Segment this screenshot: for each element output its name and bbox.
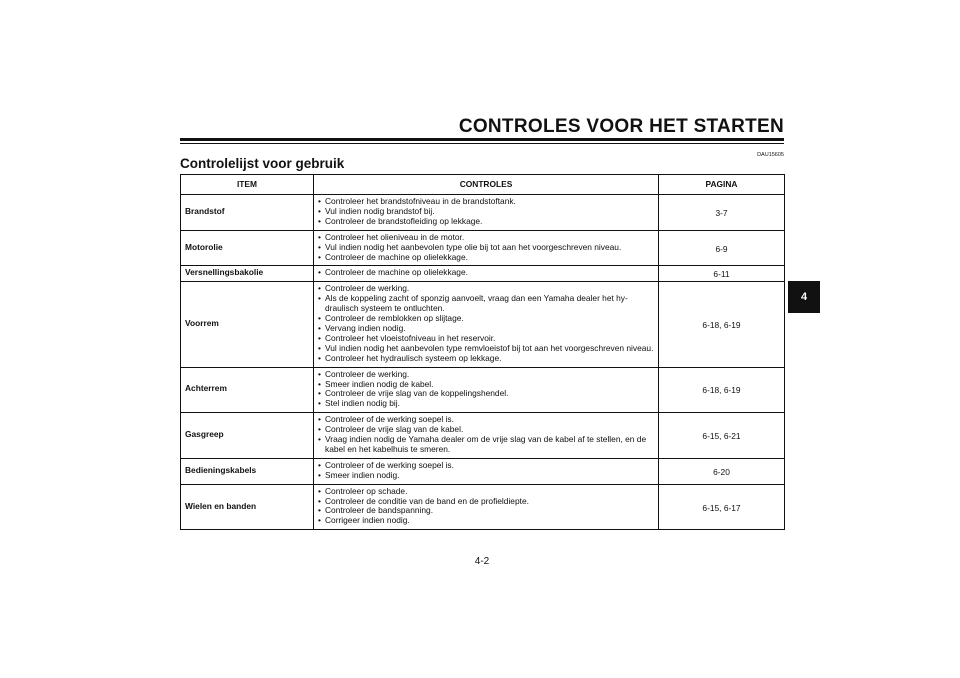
checklist-body [181, 195, 785, 530]
table-row [181, 367, 785, 413]
row-page-ref: 6-15, 6-17 [702, 502, 741, 513]
checks-list [318, 415, 654, 455]
row-checks-cell [314, 230, 659, 266]
check-item: • Controleer de brandstofleiding op lekkage. [318, 217, 654, 227]
check-item: • Corrigeer indien nodig. [318, 516, 654, 526]
checks-list [318, 268, 654, 278]
row-checks-cell [314, 484, 659, 530]
row-page-ref: 6-9 [715, 243, 728, 254]
table-row [181, 484, 785, 530]
row-page-ref-cell [659, 367, 785, 413]
document-code: DAU15605 [757, 152, 784, 158]
check-item: • Controleer de machine op olielekkage. [318, 268, 654, 278]
row-checks-cell [314, 266, 659, 282]
row-item-name: Motorolie [181, 230, 314, 266]
page-number: 4-2 [474, 556, 490, 567]
column-header-controles: CONTROLES [314, 175, 659, 195]
checks-list [318, 370, 654, 410]
check-item: • Vul indien nodig brandstof bij. [318, 207, 654, 217]
row-checks-cell [314, 282, 659, 367]
row-page-ref-cell [659, 266, 785, 282]
check-item: • Controleer de vrije slag van de koppelingshendel. [318, 389, 654, 399]
row-page-ref-cell [659, 195, 785, 231]
check-item: • Controleer de conditie van de band en de profieldiepte. [318, 497, 654, 507]
row-item-name: Achterrem [181, 367, 314, 413]
check-item: • Smeer indien nodig. [318, 471, 654, 481]
row-page-ref: 6-15, 6-21 [702, 431, 741, 442]
check-item: • Controleer het olieniveau in de motor. [318, 233, 654, 243]
row-item-name: Brandstof [181, 195, 314, 231]
check-item: • Vul indien nodig het aanbevolen type remvloeistof bij tot aan het voorgeschreven niveau. [318, 344, 654, 354]
check-item: • Controleer de machine op olielekkage. [318, 253, 654, 263]
checks-list [318, 197, 654, 227]
header-rule-thin [180, 143, 784, 144]
table-row [181, 458, 785, 484]
check-item: • Controleer de werking. [318, 370, 654, 380]
row-checks-cell [314, 413, 659, 459]
section-title: Controlelijst voor gebruik [180, 156, 345, 171]
row-item-name: Voorrem [181, 282, 314, 367]
checks-list [318, 461, 654, 481]
check-item: • Vraag indien nodig de Yamaha dealer om de vrije slag van de kabel af te stellen, en de kabel en het kabelhuis te smeren. [318, 435, 654, 455]
row-item-name: Wielen en banden [181, 484, 314, 530]
check-item: • Controleer het brandstofniveau in de brandstoftank. [318, 197, 654, 207]
checks-list [318, 233, 654, 263]
check-item: • Controleer op schade. [318, 487, 654, 497]
row-checks-cell [314, 195, 659, 231]
check-item: • Vervang indien nodig. [318, 324, 654, 334]
table-row [181, 230, 785, 266]
check-item: • Stel indien nodig bij. [318, 399, 654, 409]
chapter-tab-label: 4 [800, 291, 808, 303]
row-page-ref: 6-11 [713, 269, 730, 280]
row-page-ref-cell [659, 458, 785, 484]
table-row [181, 266, 785, 282]
row-item-name: Bedieningskabels [181, 458, 314, 484]
table-row [181, 282, 785, 367]
check-item: • Controleer de remblokken op slijtage. [318, 314, 654, 324]
check-item: • Controleer de bandspanning. [318, 506, 654, 516]
check-item: • Vul indien nodig het aanbevolen type olie bij tot aan het voorgeschreven niveau. [318, 243, 654, 253]
column-header-item: ITEM [181, 175, 314, 195]
check-item: • Controleer of de werking soepel is. [318, 461, 654, 471]
row-item-name: Gasgreep [181, 413, 314, 459]
checks-list [318, 284, 654, 363]
table-row [181, 413, 785, 459]
row-page-ref: 6-20 [713, 466, 730, 477]
row-page-ref: 6-18, 6-19 [702, 385, 741, 396]
check-item: • Controleer de vrije slag van de kabel. [318, 425, 654, 435]
row-checks-cell [314, 367, 659, 413]
row-page-ref: 6-18, 6-19 [702, 320, 741, 331]
row-checks-cell [314, 458, 659, 484]
table-header-row [181, 175, 785, 195]
checks-list [318, 487, 654, 527]
checklist-table [180, 174, 785, 530]
row-page-ref-cell [659, 413, 785, 459]
chapter-title: CONTROLES VOOR HET STARTEN [458, 116, 784, 137]
header-rule-thick [180, 138, 784, 141]
chapter-tab [788, 281, 820, 313]
table-row [181, 195, 785, 231]
check-item: • Controleer of de werking soepel is. [318, 415, 654, 425]
row-item-name: Versnellingsbakolie [181, 266, 314, 282]
check-item: • Controleer de werking. [318, 284, 654, 294]
check-item: • Controleer het vloeistofniveau in het reservoir. [318, 334, 654, 344]
row-page-ref: 3-7 [715, 207, 728, 218]
check-item: • Smeer indien nodig de kabel. [318, 380, 654, 390]
row-page-ref-cell [659, 484, 785, 530]
check-item: • Controleer het hydraulisch systeem op lekkage. [318, 354, 654, 364]
check-item: • Als de koppeling zacht of sponzig aanvoelt, vraag dan een Yamaha dealer het hy-draulisch systeem te ontluchten. [318, 294, 654, 314]
row-page-ref-cell [659, 230, 785, 266]
column-header-pagina: PAGINA [659, 175, 785, 195]
row-page-ref-cell [659, 282, 785, 367]
